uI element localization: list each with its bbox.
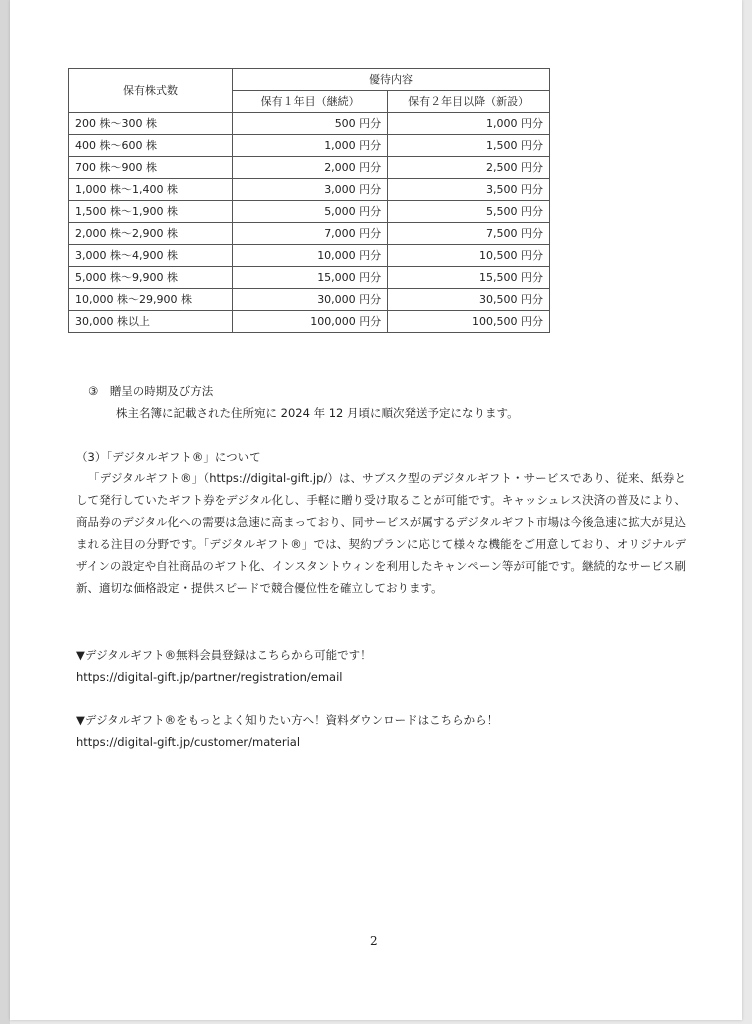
table-row [69,289,550,311]
year2-cell: 15,500 円分 [388,267,550,289]
year2-cell: 10,500 円分 [388,245,550,267]
year1-cell: 30,000 円分 [232,289,387,311]
year2-cell: 7,500 円分 [388,223,550,245]
registration-label: ▼デジタルギフト®無料会員登録はこちらから可能です！ [76,648,372,662]
digital-gift-heading: （3）「デジタルギフト®」について [76,450,261,464]
year1-cell: 1,000 円分 [232,135,387,157]
year2-cell: 1,000 円分 [388,113,550,135]
material-label: ▼デジタルギフト®をもっとよく知りたい方へ！資料ダウンロードはこちらから！ [76,713,499,727]
year1-cell: 100,000 円分 [232,311,387,333]
year1-cell: 2,000 円分 [232,157,387,179]
table-row [69,135,550,157]
shares-cell: 200 株～300 株 [69,113,233,135]
page-number: 2 [370,934,378,948]
table-row [69,245,550,267]
header-year2: 保有２年目以降（新設） [388,91,550,113]
shares-cell: 1,000 株～1,400 株 [69,179,233,201]
shares-cell: 10,000 株～29,900 株 [69,289,233,311]
year1-cell: 15,000 円分 [232,267,387,289]
year1-cell: 7,000 円分 [232,223,387,245]
table-row [69,267,550,289]
year2-cell: 100,500 円分 [388,311,550,333]
year2-cell: 3,500 円分 [388,179,550,201]
section3-body: 株主名簿に記載された住所宛に 2024 年 12 月頃に順次発送予定になります。 [116,406,519,420]
shares-cell: 400 株～600 株 [69,135,233,157]
table-row [69,113,550,135]
material-link[interactable]: https://digital-gift.jp/customer/material [76,735,301,749]
year1-cell: 3,000 円分 [232,179,387,201]
header-benefit: 優待内容 [232,69,549,91]
registration-link[interactable]: https://digital-gift.jp/partner/registration/email [76,670,343,684]
year1-cell: 500 円分 [232,113,387,135]
shareholder-benefit-table [68,68,550,333]
year2-cell: 1,500 円分 [388,135,550,157]
shares-cell: 30,000 株以上 [69,311,233,333]
document-page [10,0,742,1020]
year2-cell: 5,500 円分 [388,201,550,223]
shares-cell: 3,000 株～4,900 株 [69,245,233,267]
section3-heading: ③ 贈呈の時期及び方法 [88,384,214,398]
table-row [69,157,550,179]
shares-cell: 700 株～900 株 [69,157,233,179]
digital-gift-body: 「デジタルギフト®」（https://digital-gift.jp/）は、サブスク型のデジタルギフト・サービスであり、従来、紙券として発行していたギフト券をデジタル化し、手軽に贈り受け取ることが可能です。キャッシュレス決済の普及により、商品券のデジタル化への需要は急速に高まっており、同サービスが属するデジタルギフト市場は今後急速に拡大が見込まれる注目の分野です。「デジタルギフト®」では、契約プランに応じて様々な機能をご用意しており、オリジナルデザインの設定や自社商品のギフト化、インスタントウィンを利用したキャンペーン等が可能です。継続的なサービス刷新、適切な価格設定・提供スピードで競合優位性を確立しております。 [76,471,686,595]
year1-cell: 5,000 円分 [232,201,387,223]
header-shares: 保有株式数 [69,69,233,113]
table-row [69,201,550,223]
table-row [69,311,550,333]
year1-cell: 10,000 円分 [232,245,387,267]
year2-cell: 2,500 円分 [388,157,550,179]
page-edge-shadow [0,0,10,1024]
year2-cell: 30,500 円分 [388,289,550,311]
header-year1: 保有１年目（継続） [232,91,387,113]
table-row [69,179,550,201]
shares-cell: 1,500 株～1,900 株 [69,201,233,223]
shares-cell: 5,000 株～9,900 株 [69,267,233,289]
table-row [69,223,550,245]
shares-cell: 2,000 株～2,900 株 [69,223,233,245]
